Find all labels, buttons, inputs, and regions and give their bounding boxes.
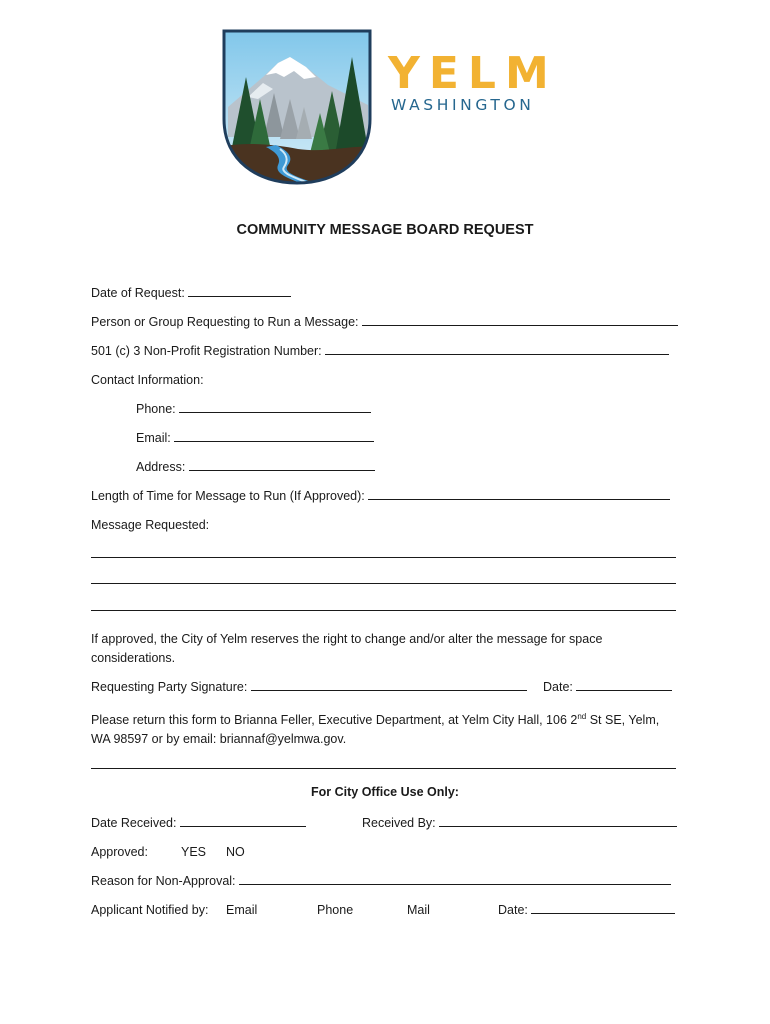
office-use-heading: For City Office Use Only: — [311, 785, 459, 799]
nonprofit-label: 501 (c) 3 Non-Profit Registration Number: — [91, 344, 322, 358]
return-text-part-2: St SE, Yelm, — [586, 713, 660, 728]
message-line-2[interactable] — [91, 583, 676, 584]
return-instructions — [91, 707, 681, 749]
logo-wordmark-yelm: YELM — [388, 48, 558, 99]
received-by-field[interactable] — [439, 814, 677, 827]
reason-non-approval-label: Reason for Non-Approval: — [91, 874, 236, 888]
date-of-request-field[interactable] — [188, 284, 291, 297]
return-text-part-1: Please return this form to Brianna Feller, Executive Department, at Yelm City Hall, 106 2 — [91, 713, 578, 728]
disclaimer-text: If approved, the City of Yelm reserves the right to change and/or alter the message for space considerations. — [91, 632, 603, 665]
approved-label: Approved: — [91, 845, 148, 859]
requester-label: Person or Group Requesting to Run a Message: — [91, 315, 359, 329]
notified-email-option[interactable]: Email — [226, 903, 258, 917]
message-line-3[interactable] — [91, 610, 676, 611]
return-text-part-3: WA 98597 or by email: briannaf@yelmwa.gov. — [91, 732, 347, 747]
return-text-superscript: nd — [577, 712, 587, 721]
date-received-label: Date Received: — [91, 816, 177, 830]
email-field[interactable] — [174, 429, 374, 442]
address-field[interactable] — [189, 458, 375, 471]
address-label: Address: — [136, 460, 186, 474]
date-of-request-row — [91, 284, 291, 302]
length-row — [91, 487, 670, 505]
office-separator-rule — [91, 768, 676, 769]
signature-label: Requesting Party Signature: — [91, 680, 248, 694]
signature-date-field[interactable] — [576, 678, 672, 691]
signature-field[interactable] — [251, 678, 527, 691]
phone-label: Phone: — [136, 402, 176, 416]
approved-no-option[interactable]: NO — [226, 845, 245, 859]
email-label: Email: — [136, 431, 171, 445]
nonprofit-row — [91, 342, 669, 360]
length-of-time-field[interactable] — [368, 487, 670, 500]
logo-wordmark-washington: WASHINGTON — [391, 96, 535, 114]
date-received-row — [91, 814, 306, 832]
notified-date-field[interactable] — [531, 901, 675, 914]
reason-row — [91, 872, 671, 890]
notified-date-label: Date: — [498, 903, 528, 917]
notified-date-row — [498, 901, 675, 919]
address-row — [136, 458, 375, 476]
approved-yes-option[interactable]: YES — [181, 845, 207, 859]
notified-mail-option[interactable]: Mail — [407, 903, 430, 917]
length-of-time-label: Length of Time for Message to Run (If Approved): — [91, 489, 365, 503]
received-by-row — [362, 814, 677, 832]
signature-date-label: Date: — [543, 680, 573, 694]
message-line-1[interactable] — [91, 557, 676, 558]
phone-field[interactable] — [179, 400, 371, 413]
signature-row — [91, 678, 527, 696]
date-of-request-label: Date of Request: — [91, 286, 185, 300]
date-received-field[interactable] — [180, 814, 306, 827]
received-by-label: Received By: — [362, 816, 436, 830]
phone-row — [136, 400, 371, 418]
notified-phone-option[interactable]: Phone — [317, 903, 354, 917]
applicant-notified-label: Applicant Notified by: — [91, 903, 209, 917]
nonprofit-number-field[interactable] — [325, 342, 669, 355]
form-title: COMMUNITY MESSAGE BOARD REQUEST — [236, 222, 534, 238]
message-requested-label: Message Requested: — [91, 518, 210, 532]
signature-date-row — [543, 678, 672, 696]
contact-information-label: Contact Information: — [91, 373, 204, 387]
requester-row — [91, 313, 678, 331]
reason-non-approval-field[interactable] — [239, 872, 671, 885]
yelm-logo-badge — [218, 27, 376, 187]
email-row — [136, 429, 374, 447]
requester-field[interactable] — [362, 313, 678, 326]
